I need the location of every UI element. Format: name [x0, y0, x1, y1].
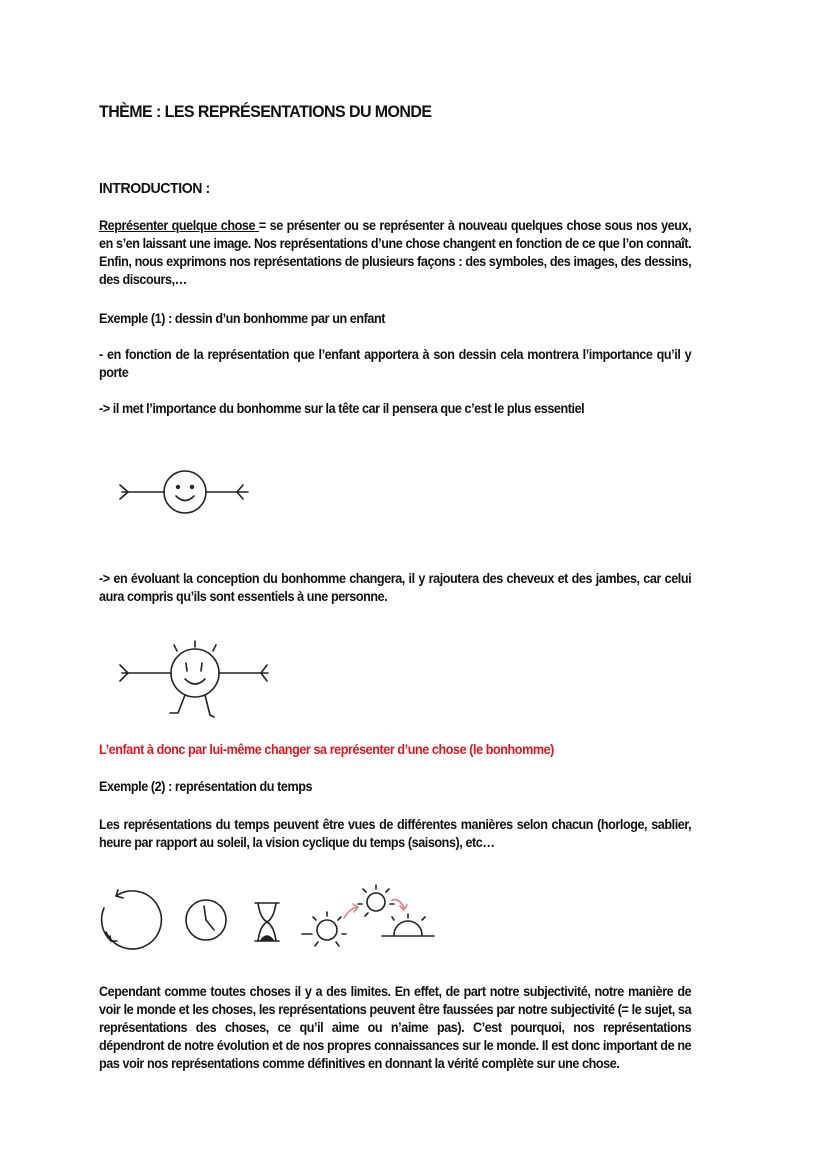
example1-conclusion: L’enfant à donc par lui-même changer sa représenter d’une chose (le bonhomme) [99, 742, 554, 757]
example2-label: Exemple (2) : représentation du temps [99, 779, 313, 794]
example1-label: Exemple (1) : dessin d’un bonhomme par un enfant [99, 311, 386, 326]
definition-text: = se présenter ou se représenter à nouveau quelques chose sous nos yeux, en s’en laissant une image. Nos représentations d’une chose changent en fonction de ce que l’on connaît. Enfin, nous exprimons nos représentations de plusieurs façons : des symboles, des images, des dessins, des discours,… [99, 218, 692, 287]
evolved-stick-figure [110, 635, 280, 725]
cycle-arrows-icon [98, 888, 164, 952]
hourglass-icon [252, 900, 282, 944]
example1-point2: -> il met l’importance du bonhomme sur la tête car il pensera que c’est le plus essentiel [99, 401, 585, 416]
definition-paragraph [99, 217, 691, 289]
example1-point3: -> en évoluant la conception du bonhomme changera, il y rajoutera des cheveux et des jambes, car celui aura compris qu’ils sont essentiels à une personne. [99, 571, 692, 604]
clock-icon [184, 898, 228, 942]
page-title: THÈME : LES REPRÉSENTATIONS DU MONDE [99, 102, 432, 121]
sun-path-icon [296, 880, 436, 950]
simple-stick-figure [110, 462, 260, 522]
introduction-heading: INTRODUCTION : [99, 180, 210, 197]
example2-text: Les représentations du temps peuvent être vues de différentes manières selon chacun (horloge, sablier, heure par rapport au soleil, la vision cyclique du temps (saisons), etc… [99, 817, 692, 850]
definition-term: Représenter quelque chose [99, 218, 259, 233]
closing-paragraph: Cependant comme toutes choses il y a des limites. En effet, de part notre subjectivité, notre manière de voir le monde et les choses, les représentations peuvent être faussées par notre subjectivité (= le sujet, sa représentations des choses, ce qu’il aime ou n’aime pas). C’est pourquoi, nos représentations dépendront de notre évolution et de nos propres connaissances sur le monde. Il est donc important de ne pas voir nos représentations comme définitives en donnant la vérité complète sur une chose. [99, 984, 692, 1071]
example1-point1: - en fonction de la représentation que l’enfant apportera à son dessin cela montrera l’importance qu’il y porte [99, 347, 692, 380]
